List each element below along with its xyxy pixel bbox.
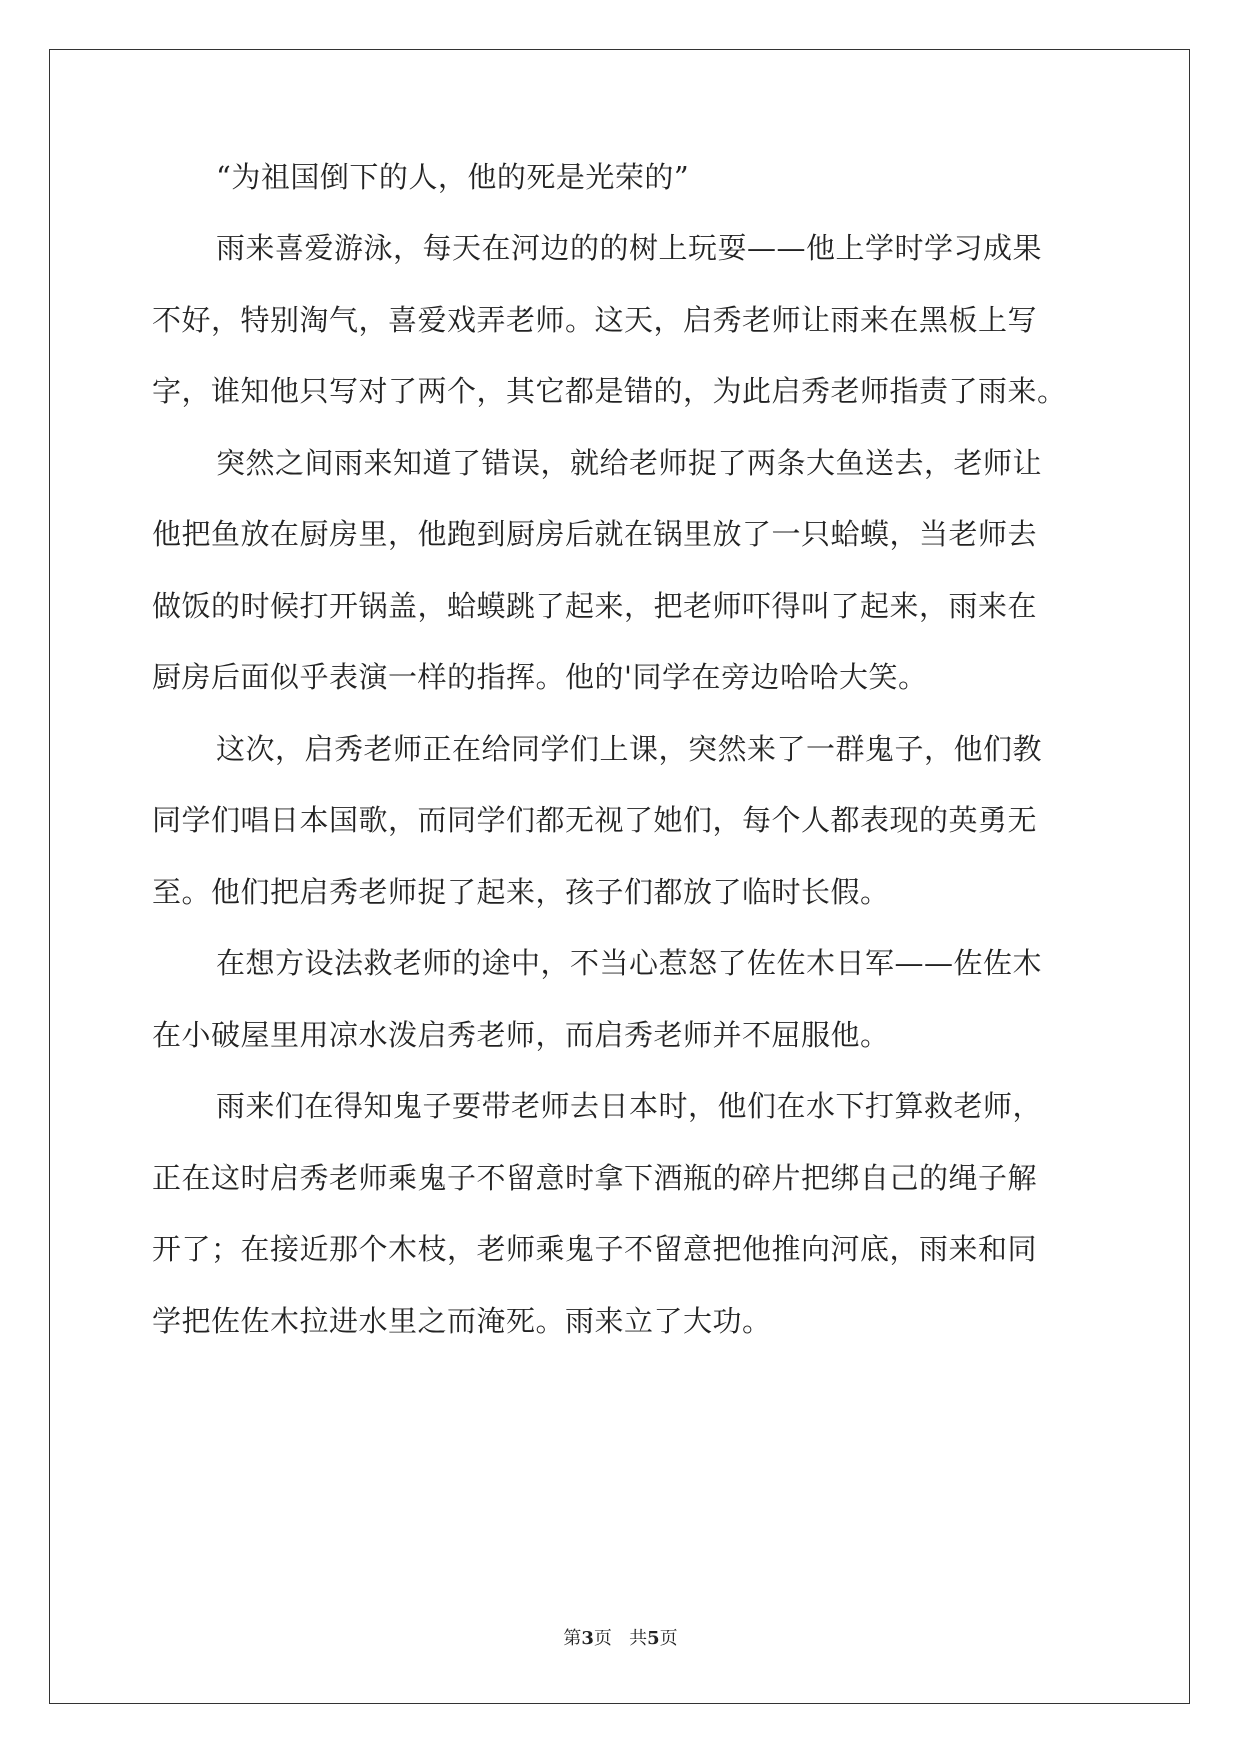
text-line: “为祖国倒下的人，他的死是光荣的” (216, 160, 690, 194)
page-prefix: 第 (563, 1628, 582, 1649)
page-separator: 页 共 (593, 1628, 648, 1649)
text-line: 做饭的时候打开锅盖，蛤蟆跳了起来，把老师吓得叫了起来，雨来在 (152, 589, 1038, 623)
text-line: 开了；在接近那个木枝，老师乘鬼子不留意把他推向河底，雨来和同 (152, 1232, 1038, 1266)
page-number-footer (0, 1628, 1241, 1650)
current-page-number: 3 (581, 1628, 594, 1649)
text-line: 同学们唱日本国歌，而同学们都无视了她们，每个人都表现的英勇无 (152, 803, 1038, 837)
text-line: 正在这时启秀老师乘鬼子不留意时拿下酒瓶的碎片把绑自己的绳子解 (152, 1161, 1038, 1195)
text-line: 这次，启秀老师正在给同学们上课，突然来了一群鬼子，他们教 (216, 732, 1043, 766)
page-suffix: 页 (659, 1628, 678, 1649)
text-line: 学把佐佐木拉进水里之而淹死。雨来立了大功。 (152, 1304, 772, 1338)
text-line: 不好，特别淘气，喜爱戏弄老师。这天，启秀老师让雨来在黑板上写 (152, 303, 1038, 337)
text-line: 厨房后面似乎表演一样的指挥。他的'同学在旁边哈哈大笑。 (152, 660, 928, 694)
text-line: 突然之间雨来知道了错误，就给老师捉了两条大鱼送去，老师让 (216, 446, 1043, 480)
text-line: 雨来喜爱游泳，每天在河边的的树上玩耍——他上学时学习成果 (216, 231, 1043, 265)
text-line: 他把鱼放在厨房里，他跑到厨房后就在锅里放了一只蛤蟆，当老师去 (152, 517, 1038, 551)
text-line: 字，谁知他只写对了两个，其它都是错的，为此启秀老师指责了雨来。 (152, 374, 1067, 408)
text-line: 雨来们在得知鬼子要带老师去日本时，他们在水下打算救老师， (216, 1089, 1043, 1123)
text-line: 在想方设法救老师的途中，不当心惹怒了佐佐木日军——佐佐木 (216, 946, 1043, 980)
total-page-number: 5 (647, 1628, 660, 1649)
text-line: 在小破屋里用凉水泼启秀老师，而启秀老师并不屈服他。 (152, 1018, 890, 1052)
text-line: 至。他们把启秀老师捉了起来，孩子们都放了临时长假。 (152, 875, 890, 909)
